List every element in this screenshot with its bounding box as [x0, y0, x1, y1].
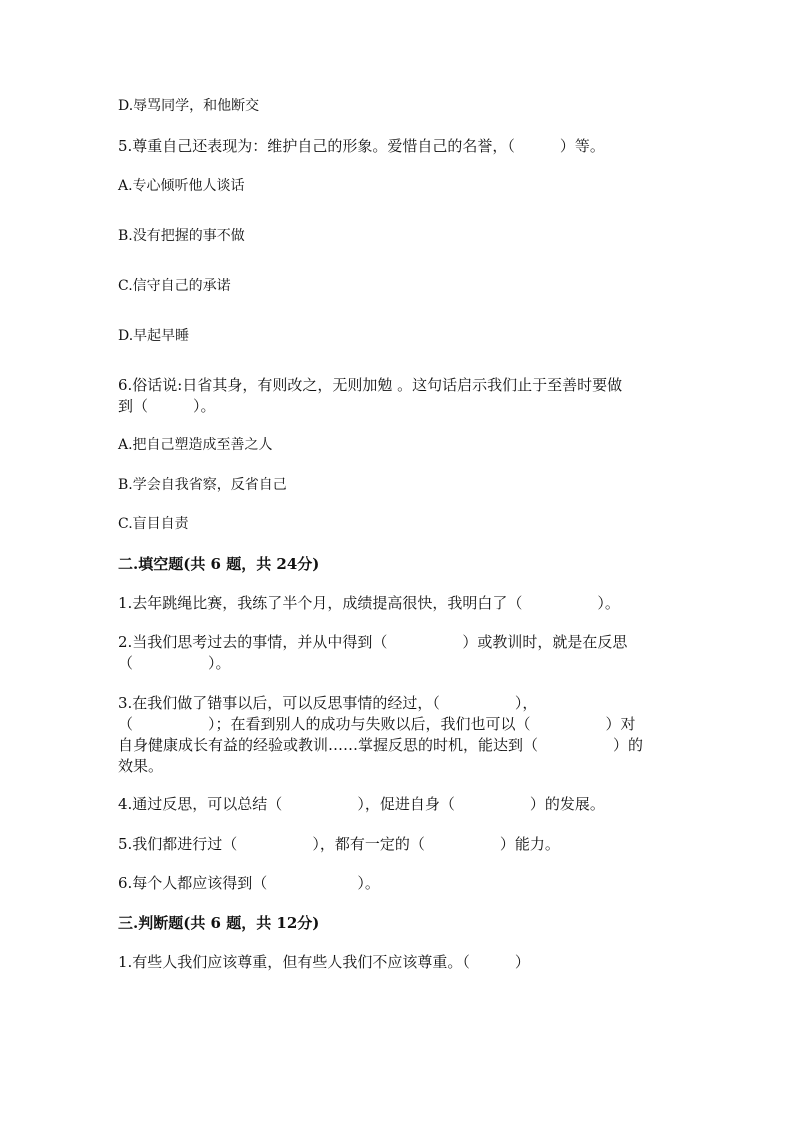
fill-question-3: 3.在我们做了错事以后，可以反思事情的经过，（ ），: [118, 694, 538, 712]
fill-question-3-line-3: 自身健康成长有益的经验或教训……掌握反思的时机，能达到（ ）的: [118, 736, 644, 754]
question-6-stem-continued: 到（ ）。: [118, 397, 216, 415]
fill-question-2: 2.当我们思考过去的事情，并从中得到（ ）或教训时，就是在反思: [118, 633, 628, 651]
question-5-option-a: A.专心倾听他人谈话: [118, 178, 245, 194]
question-6-option-c: C.盲目自责: [118, 516, 189, 532]
question-5-option-d: D.早起早睡: [118, 328, 190, 344]
question-4-option-d: D.辱骂同学，和他断交: [118, 98, 260, 114]
fill-question-1: 1.去年跳绳比赛，我练了半个月，成绩提高很快，我明白了（ ）。: [118, 594, 620, 612]
question-6-option-a: A.把自己塑造成至善之人: [118, 437, 273, 453]
question-6-option-b: B.学会自我省察，反省自己: [118, 477, 287, 493]
fill-question-5: 5.我们都进行过（ ），都有一定的（ ）能力。: [118, 835, 560, 853]
question-6-stem: 6.俗话说:日省其身，有则改之，无则加勉 。这句话启示我们止于至善时要做: [118, 376, 623, 394]
fill-question-4: 4.通过反思，可以总结（ ），促进自身（ ）的发展。: [118, 795, 605, 813]
fill-question-2-continued: （ ）。: [118, 654, 231, 672]
question-5-option-c: C.信守自己的承诺: [118, 278, 231, 294]
question-5-stem: 5.尊重自己还表现为：维护自己的形象。爱惜自己的名誉，（ ）等。: [118, 137, 605, 155]
section-2-heading: 二.填空题(共 6 题，共 24分): [118, 555, 320, 573]
fill-question-6: 6.每个人都应该得到（ ）。: [118, 874, 380, 892]
question-5-option-b: B.没有把握的事不做: [118, 228, 245, 244]
section-3-heading: 三.判断题(共 6 题，共 12分): [118, 914, 320, 932]
fill-question-3-line-2: （ ）；在看到别人的成功与失败以后，我们也可以（ ）对: [118, 715, 636, 733]
fill-question-3-line-4: 效果。: [118, 757, 164, 775]
judge-question-1: 1.有些人我们应该尊重，但有些人我们不应该尊重。（ ）: [118, 953, 530, 971]
